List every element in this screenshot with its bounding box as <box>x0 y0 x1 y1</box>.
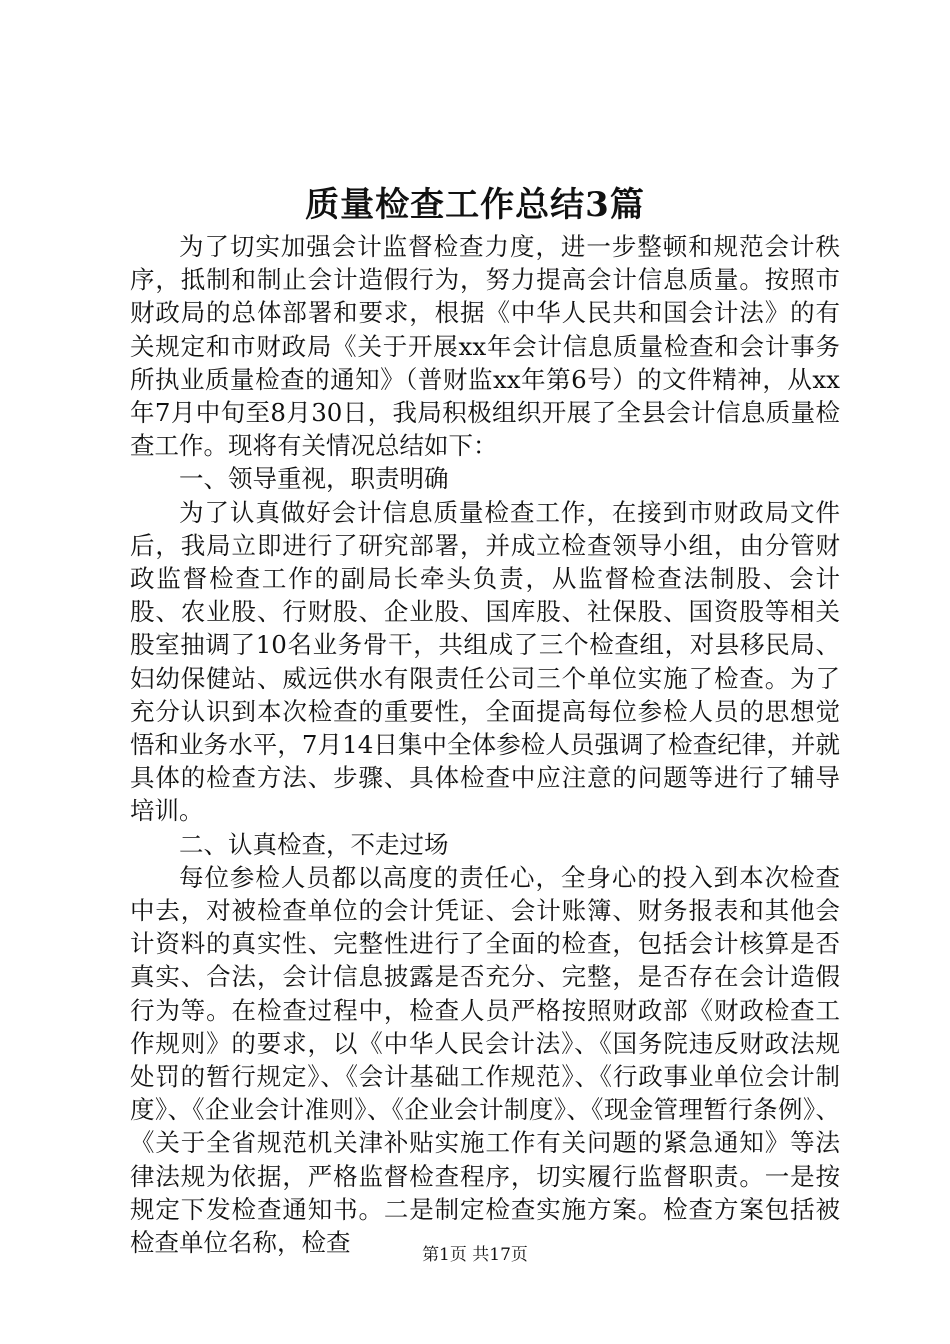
document-title: 质量检查工作总结3篇 <box>305 185 645 225</box>
section-1-paragraph: 为了认真做好会计信息质量检查工作，在接到市财政局文件后，我局立即进行了研究部署，并成立检查领导小组，由分管财政监督检查工作的副局长牵头负责，从监督检查法制股、会计股、农业股、行财股、企业股、国库股、社保股、国资股等相关股室抽调了10名业务骨干，共组成了三个检查组，对县移民局、妇幼保健站、威远供水有限责任公司三个单位实施了检查。为了充分认识到本次检查的重要性，全面提高每位参检人员的思想觉悟和业务水平，7月14日集中全体参检人员强调了检查纪律，并就具体的检查方法、步骤、具体检查中应注意的问题等进行了辅导培训。 <box>130 497 840 826</box>
section-heading-2: 二、认真检查，不走过场 <box>179 829 449 859</box>
intro-paragraph: 为了切实加强会计监督检查力度，进一步整顿和规范会计秩序，抵制和制止会计造假行为，努力提高会计信息质量。按照市财政局的总体部署和要求，根据《中华人民共和国会计法》的有关规定和市财政局《关于开展xx年会计信息质量检查和会计事务所执业质量检查的通知》（普财监xx年第6号）的文件精神，从xx年7月中旬至8月30日，我局积极组织开展了全县会计信息质量检查工作。现将有关情况总结如下： <box>130 232 840 461</box>
document-body <box>130 230 840 1259</box>
section-heading-1: 一、领导重视，职责明确 <box>179 464 449 494</box>
page-footer: 第1页 共17页 <box>422 1245 528 1265</box>
section-2-paragraph: 每位参检人员都以高度的责任心，全身心的投入到本次检查中去，对被检查单位的会计凭证、会计账簿、财务报表和其他会计资料的真实性、完整性进行了全面的检查，包括会计核算是否真实、合法，会计信息披露是否充分、完整，是否存在会计造假行为等。在检查过程中，检查人员严格按照财政部《财政检查工作规则》的要求，以《中华人民会计法》、《国务院违反财政法规处罚的暂行规定》、《会计基础工作规范》、《行政事业单位会计制度》、《企业会计准则》、《企业会计制度》、《现金管理暂行条例》、《关于全省规范机关津补贴实施工作有关问题的紧急通知》等法律法规为依据，严格监督检查程序，切实履行监督职责。一是按规定下发检查通知书。二是制定检查实施方案。检查方案包括被检查单位名称，检查 <box>130 862 840 1258</box>
